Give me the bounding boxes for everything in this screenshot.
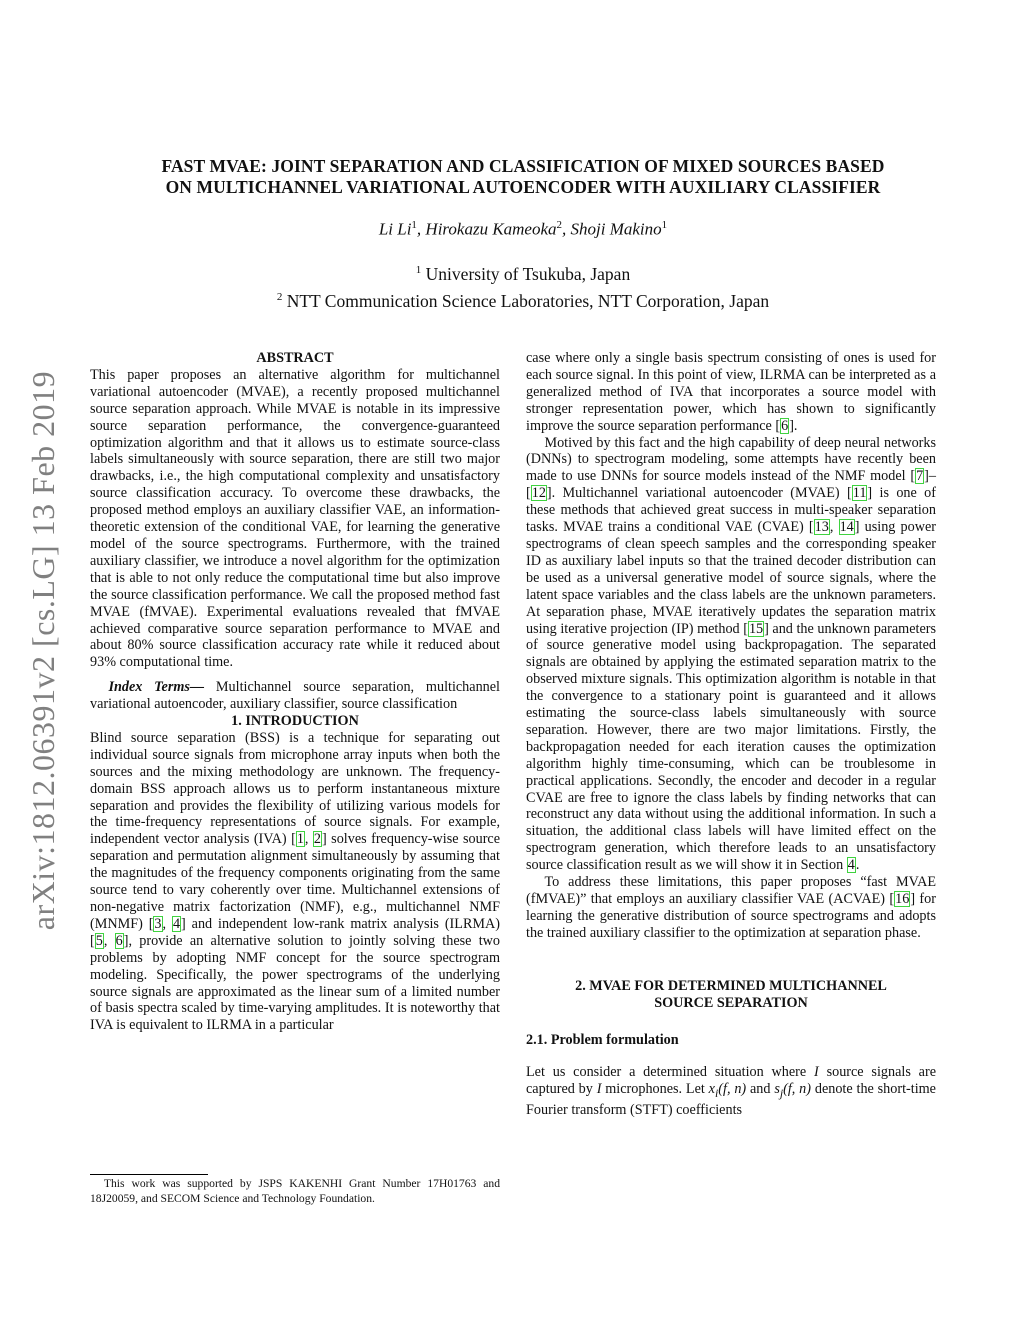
problem-formulation-paragraph: Let us consider a determined situation where I source signals are captured by I microphones. Let $x_i(f$, n) and $s_j(f$, n) denote the short-time Fourier transform (STFT) coefficients xyxy=(526,1064,936,1119)
citation-link[interactable]: 1 xyxy=(296,831,304,848)
citation-link[interactable]: 14 xyxy=(839,519,854,536)
arxiv-identifier xyxy=(22,350,66,950)
citation-link[interactable]: 7 xyxy=(916,468,924,485)
author-name: Hirokazu Kameoka xyxy=(425,219,557,239)
citation-link[interactable]: 6 xyxy=(781,417,789,434)
section-link[interactable]: 4 xyxy=(847,857,855,874)
affiliation-mark: 1 xyxy=(415,264,422,276)
title-line-1: FAST MVAE: JOINT SEPARATION AND CLASSIFICATION OF MIXED SOURCES BASED xyxy=(161,156,885,176)
citation-link[interactable]: 3 xyxy=(154,915,162,932)
math-symbol: I xyxy=(596,1081,602,1098)
left-column xyxy=(90,350,500,1034)
citation-link[interactable]: 2 xyxy=(313,831,322,848)
section-heading-introduction: 1. INTRODUCTION xyxy=(231,713,359,730)
citation-link[interactable]: 13 xyxy=(814,519,829,536)
footnote-text: This work was supported by JSPS KAKENHI Grant Number 17H01763 and 18J20059, and SECOM Science and Technology Foundation. xyxy=(90,1177,500,1205)
author-name: Li Li xyxy=(378,219,412,239)
index-terms xyxy=(90,679,500,713)
index-terms-label: Index Terms— xyxy=(108,679,205,696)
intro-paragraph-1-continued: case where only a single basis spectrum consisting of ones is used for each source signal. In this point of view, ILRMA can be interpreted as a generalized method of IVA that incorporates a source model with stronger representation power, which has shown to significantly improve the source separation performance [6]. xyxy=(526,350,936,434)
affiliation-list xyxy=(90,259,956,313)
index-terms-text: Multichannel source separation, multichannel variational autoencoder, auxiliary classifier, source classification xyxy=(90,679,501,713)
affiliation-text: NTT Communication Science Laboratories, NTT Corporation, Japan xyxy=(286,290,770,311)
citation-link[interactable]: 12 xyxy=(531,485,546,502)
arxiv-identifier-text: arXiv:1812.06391v2 [cs.LG] 13 Feb 2019 xyxy=(25,370,62,930)
section-heading-mvae xyxy=(526,978,936,1012)
affiliation-mark: 2 xyxy=(276,290,283,303)
right-column xyxy=(526,350,936,1119)
author-mark: 1 xyxy=(661,219,668,231)
citation-link[interactable]: 4 xyxy=(172,915,181,932)
affiliation-text: University of Tsukuba, Japan xyxy=(425,263,631,284)
math-symbol: x xyxy=(708,1081,715,1098)
citation-link[interactable]: 6 xyxy=(115,932,123,949)
section-heading-line: SOURCE SEPARATION xyxy=(654,994,808,1011)
abstract-heading: ABSTRACT xyxy=(256,350,334,366)
intro-paragraph-1: Blind source separation (BSS) is a technique for separating out individual source signals from microphone array inputs when both the sources and the mixing methodology are unknown. The frequency-domain BSS approach allows us to perform instantaneous mixture separation and provides the flexibility of utilizing various models for the time-frequency representations of source signals. For example, independent vector analysis (IVA) [1, 2] solves frequency-wise source separation and permutation alignment simultaneously by assuming that the magnitudes of the frequency components originating from the same source tend to vary coherently over time. Multichannel extensions of non-negative matrix factorization (NMF), e.g., multichannel NMF (MNMF) [3, 4] and independent low-rank matrix analysis (ILRMA) [5, 6], provide an alternative solution to jointly solving these two problems by adopting NMF concept for the source spectrogram modeling. Specifically, the power spectrograms of the underlying source signals are approximated as the linear sum of a limited number of basis spectra scaled by time-varying amplitudes. It is noteworthy that IVA is equivalent to ILRMA in a particular xyxy=(90,729,501,1034)
section-heading-line: 2. MVAE FOR DETERMINED MULTICHANNEL xyxy=(575,977,887,994)
citation-link[interactable]: 11 xyxy=(852,485,867,502)
intro-paragraph-2: Motived by this fact and the high capability of deep neural networks (DNNs) to spectrogram modeling, some attempts have recently been made to use DNNs for source models instead of the NMF model [7]–[12]. Multichannel variational autoencoder (MVAE) [11] is one of these methods that achieved great success in multi-speaker separation tasks. MVAE trains a conditional VAE (CVAE) [13, 14] using power spectrograms of clean speech samples and the corresponding speaker ID as auxiliary label inputs so that the trained decoder distribution can be used as a universal generative model of source signals, where the latent space variables and the class labels are the unknown parameters. At separation phase, MVAE iteratively updates the separation matrix using iterative projection (IP) method [15] and the unknown parameters of source generative model using backpropagation. The separated signals are obtained by applying the estimated separation matrix to the observed mixture signals. This optimization algorithm is notable in that the convergence to a stationary point is guaranteed and it allows estimating the source-class labels simultaneously with source separation. However, there are two major limitations. Firstly, the backpropagation needed for each iteration causes the optimization algorithm highly time-consuming, which can be troublesome in practical applications. Secondly, the encoder and decoder in a regular CVAE are free to ignore the class labels by finding networks that can reconstruct any data without using the additional information. In such a situation, the additional class labels will have limited effect on the spectrogram generation, which therefore leads to an unsatisfactory source classification result as we will show it in Section 4. xyxy=(526,434,937,874)
affiliation xyxy=(90,259,956,286)
author-mark: 2 xyxy=(556,219,563,231)
author-mark: 1 xyxy=(411,219,417,231)
paper-title xyxy=(90,156,956,198)
intro-paragraph-3: To address these limitations, this paper proposes “fast MVAE (fMVAE)” that employs an auxiliary classifier VAE (ACVAE) [16] for learning the generative distribution of source spectrograms and adopts the trained auxiliary classifier to the optimization at separation phase. xyxy=(526,874,936,941)
citation-link[interactable]: 5 xyxy=(95,932,103,949)
footnote xyxy=(90,1177,500,1206)
citation-link[interactable]: 16 xyxy=(895,891,910,907)
author-list: Li Li$^1$, Hirokazu Kameoka$^2$, Shoji Makino$^1$ xyxy=(378,219,668,239)
title-line-2: ON MULTICHANNEL VARIATIONAL AUTOENCODER WITH AUXILIARY CLASSIFIER xyxy=(165,177,881,197)
footnote-rule xyxy=(90,1174,208,1175)
affiliation xyxy=(90,286,956,313)
author-name: Shoji Makino xyxy=(570,219,662,239)
subsection-heading-problem-formulation: 2.1. Problem formulation xyxy=(526,1031,679,1048)
citation-link[interactable]: 15 xyxy=(748,620,764,637)
math-symbol: I xyxy=(814,1064,819,1081)
math-symbol: s xyxy=(774,1081,780,1098)
abstract-text: This paper proposes an alternative algorithm for multichannel variational autoencoder (MVAE), a recently proposed multichannel source separation approach. While MVAE is notable in its impressive source separation performance, the convergence-guaranteed optimization algorithm and that it allows us to estimate source-class labels simultaneously with source separation, there are still two major drawbacks, i.e., the high computational complexity and unsatisfactory source classification accuracy. To overcome these drawbacks, the proposed method employs an auxiliary classifier VAE, an information-theoretic extension of the conditional VAE, for learning the generative model of the source spectrograms. Furthermore, with the trained auxiliary classifier, we introduce a novel algorithm for the optimization that is able to not only reduce the computational time but also improve the source classification performance. We call the proposed method fast MVAE (fMVAE). Experimental evaluations revealed that fMVAE achieved comparative source separation performance to MVAE and about 80% source classification accuracy rate while it reduced about 93% computational time. xyxy=(90,366,500,671)
